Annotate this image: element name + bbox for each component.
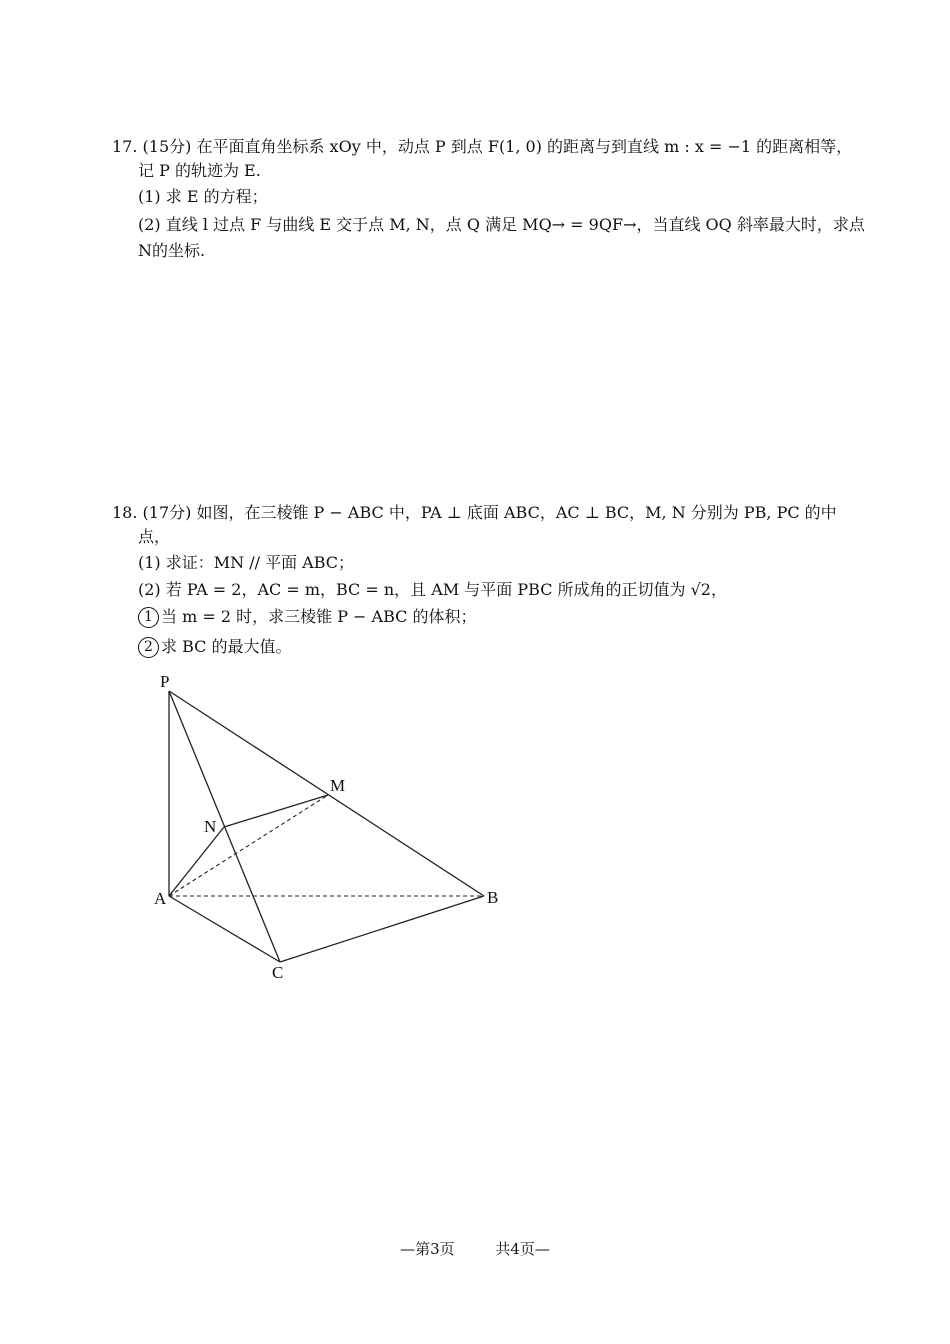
edge-AC: [169, 896, 280, 962]
q18-stem-line1: 18. (17分) 如图，在三棱锥 P − ABC 中，PA ⊥ 底面 ABC，AC ⊥ BC，M, N 分别为 PB, PC 的中: [112, 503, 837, 522]
edge-CB: [280, 896, 484, 962]
q18-sub1-text: 当 m = 2 时，求三棱锥 P − ABC 的体积；: [161, 607, 477, 626]
segment-AM-hidden: [169, 795, 328, 896]
segment-AN: [169, 827, 224, 896]
page-number: —第3页: [400, 1240, 455, 1258]
q17-part2-cont: N的坐标.: [138, 241, 206, 260]
q18-part1: (1) 求证：MN // 平面 ABC；: [138, 553, 355, 572]
circled-number-1: 1: [138, 607, 159, 628]
page-footer: [0, 1238, 950, 1260]
label-B: B: [487, 888, 499, 907]
q18-stem-line2: 点，: [138, 527, 171, 546]
label-C: C: [272, 963, 284, 982]
label-M: M: [330, 776, 346, 795]
q17-stem-line2: 记 P 的轨迹为 E.: [138, 161, 261, 180]
q18-sub2-text: 求 BC 的最大值。: [161, 637, 292, 656]
q17-stem-line1: 17. (15分) 在平面直角坐标系 xOy 中，动点 P 到点 F(1, 0) 的距离与到直线 m : x = −1 的距离相等，: [112, 137, 853, 156]
segment-NM: [224, 795, 328, 827]
q18-sub2: [138, 636, 291, 658]
q17-part1: (1) 求 E 的方程；: [138, 187, 268, 206]
label-P: P: [160, 672, 170, 691]
edge-PB: [169, 691, 484, 896]
tetrahedron-figure: [140, 665, 520, 999]
q18-sub1: [138, 606, 476, 628]
page-total: 共4页—: [495, 1240, 550, 1258]
label-N: N: [204, 817, 217, 836]
q18-part2: (2) 若 PA = 2，AC = m，BC = n，且 AM 与平面 PBC 所成角的正切值为 √2，: [138, 580, 727, 599]
circled-number-2: 2: [138, 637, 159, 658]
q17-part2: (2) 直线 l 过点 F 与曲线 E 交于点 M, N，点 Q 满足 MQ→ = 9QF→，当直线 OQ 斜率最大时，求点: [138, 215, 865, 234]
label-A: A: [154, 889, 167, 908]
